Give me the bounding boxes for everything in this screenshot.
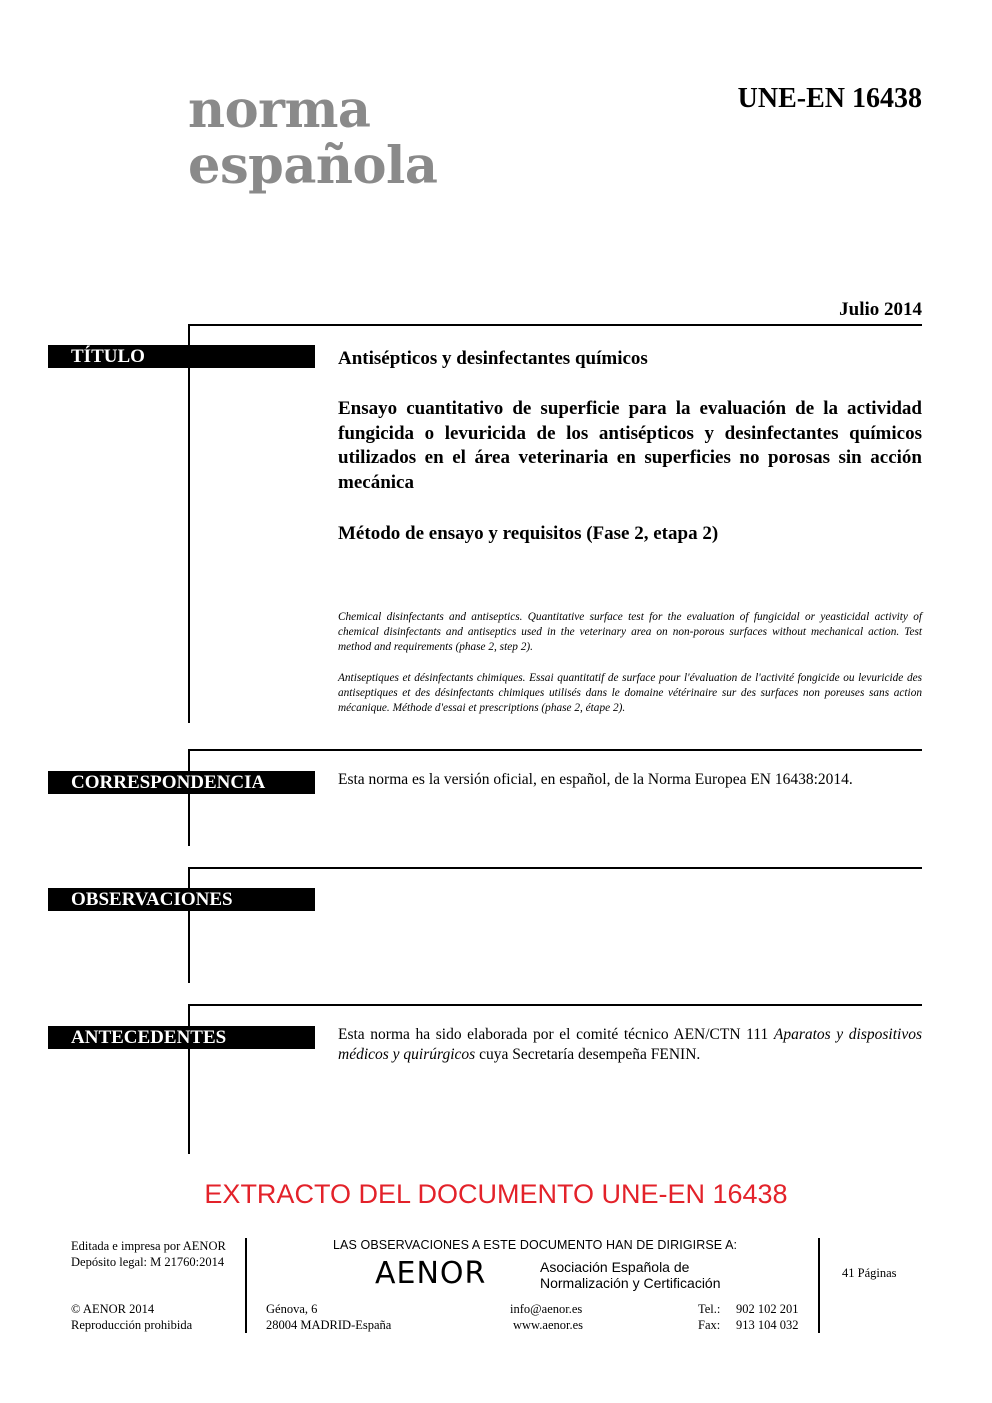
section-label-observaciones: OBSERVACIONES — [48, 888, 315, 911]
copyright: © AENOR 2014 — [71, 1302, 155, 1316]
english-title: Chemical disinfectants and antiseptics. Quantitative surface test for the evaluation of fungicidal or yeasticidal activity of chemical disinfectants and antiseptics used in the veterinary area on non-porous surfaces without mechanical action. Test method and requirements (phase 2, step 2). — [338, 611, 922, 654]
brand-line-2: española — [188, 136, 438, 196]
fax-number: 913 104 032 — [736, 1318, 799, 1332]
standard-code: UNE-EN 16438 — [737, 83, 922, 114]
footer-address — [266, 1301, 391, 1333]
aenor-logo: AENOR — [375, 1256, 487, 1291]
vertical-rule-titulo — [188, 324, 190, 723]
divider-observaciones — [188, 867, 922, 869]
reproduction-notice: Reproducción prohibida — [71, 1318, 193, 1332]
vertical-rule-observaciones — [188, 867, 190, 983]
section-label-correspondencia: CORRESPONDENCIA — [48, 771, 315, 794]
method-title: Método de ensayo y requisitos (Fase 2, etapa 2) — [338, 523, 719, 544]
edited-by: Editada e impresa por AENOR — [71, 1239, 226, 1253]
subtitle: Ensayo cuantitativo de superficie para la evaluación de la actividad fungicida o levuricida de los antisépticos y desinfectantes químicos utilizados en el área veterinaria en superficies no porosas sin acción mecánica — [338, 398, 922, 493]
section-label-titulo: TÍTULO — [48, 345, 315, 368]
divider-titulo — [188, 324, 922, 326]
footer-phone-numbers — [736, 1301, 799, 1333]
section-label-antecedentes: ANTECEDENTES — [48, 1026, 315, 1049]
observations-note: LAS OBSERVACIONES A ESTE DOCUMENTO HAN DE DIRIGIRSE A: — [333, 1238, 738, 1252]
footer-contact-online — [510, 1301, 583, 1333]
correspondencia-text: Esta norma es la versión oficial, en español, de la Norma Europea EN 16438:2014. — [338, 771, 853, 788]
antecedentes-text-start: Esta norma ha sido elaborada por el comité técnico AEN/CTN 111 — [338, 1026, 774, 1043]
footer-phone-labels — [698, 1301, 720, 1333]
main-title: Antisépticos y desinfectantes químicos — [338, 348, 648, 369]
org-line-1: Asociación Española de — [540, 1259, 690, 1275]
tel-label: Tel.: — [698, 1302, 721, 1316]
divider-correspondencia — [188, 749, 922, 751]
divider-antecedentes — [188, 1004, 922, 1006]
page-count: 41 Páginas — [842, 1266, 897, 1280]
legal-deposit: Depósito legal: M 21760:2014 — [71, 1255, 225, 1269]
org-line-2: Normalización y Certificación — [540, 1275, 721, 1291]
vertical-rule-correspondencia — [188, 749, 190, 846]
footer-divider-left — [245, 1238, 247, 1333]
extract-banner: EXTRACTO DEL DOCUMENTO UNE-EN 16438 — [204, 1179, 788, 1209]
brand-title — [188, 82, 437, 194]
fax-label: Fax: — [698, 1318, 721, 1332]
address-line-2: 28004 MADRID-España — [266, 1318, 392, 1332]
website-link[interactable]: www.aenor.es — [513, 1318, 584, 1332]
footer-copyright-info — [71, 1301, 192, 1333]
brand-line-1: norma — [188, 80, 371, 140]
antecedentes-text-end: cuya Secretaría desempeña FENIN. — [475, 1046, 701, 1063]
address-line-1: Génova, 6 — [266, 1302, 318, 1316]
publication-date: Julio 2014 — [839, 299, 922, 320]
antecedentes-text — [338, 1025, 922, 1065]
antecedentes-committee-name: Aparatos y dispositivos médicos y quirúrgicos — [338, 1026, 922, 1063]
tel-number: 902 102 201 — [736, 1302, 799, 1316]
footer-divider-right — [818, 1238, 820, 1333]
footer-edition-info — [71, 1238, 226, 1270]
aenor-organization-name — [540, 1259, 721, 1291]
french-title: Antiseptiques et désinfectants chimiques. Essai quantitatif de surface pour l'évaluation de l'activité fongicide ou levuricide des antiseptiques et des désinfectants chimiques utilisés dans le domaine vétérinaire sur des surfaces non poreuses sans action mécanique. Méthode d'essai et prescriptions (phase 2, étape 2). — [338, 672, 922, 715]
email-link[interactable]: info@aenor.es — [510, 1302, 583, 1316]
